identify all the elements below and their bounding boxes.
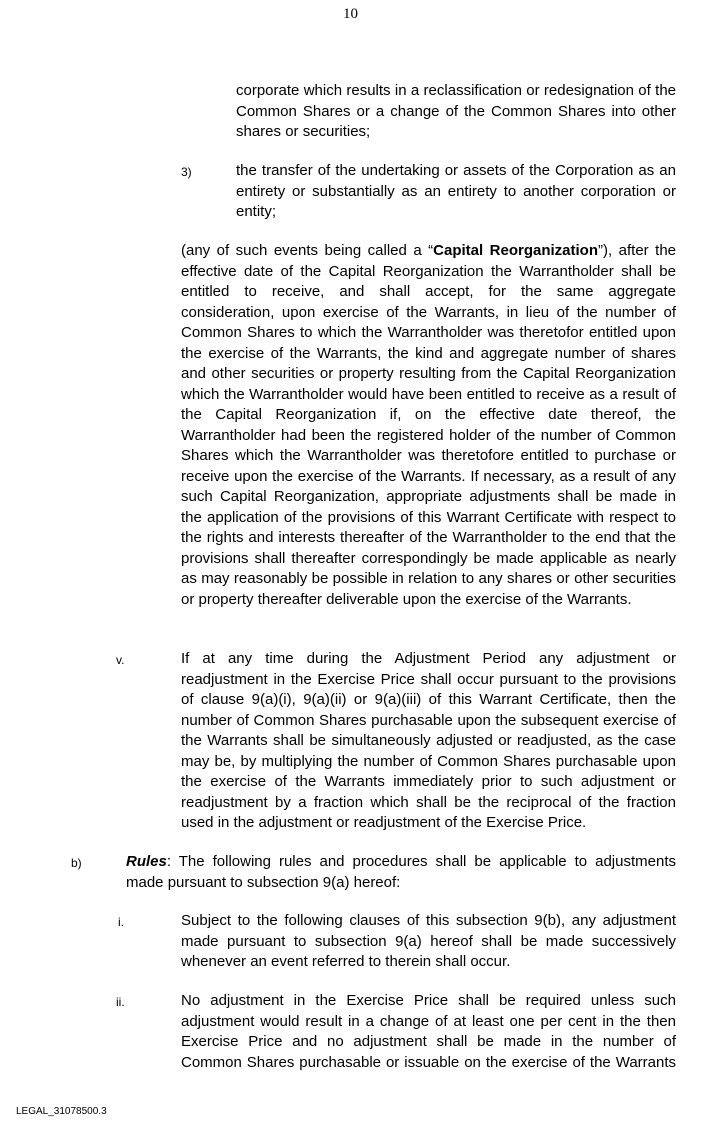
item-3-text: the transfer of the undertaking or assets of the Corporation as an entirety or substantially as an entirety to another corporation or entity; — [236, 162, 676, 220]
list-marker-i: i. — [118, 915, 124, 929]
item-i-text: Subject to the following clauses of this subsection 9(b), any adjustment made pursuant to subsection 9(a) hereof shall be made successively whenever an event referred to therein shall occur. — [181, 912, 676, 970]
page-number: 10 — [343, 6, 358, 22]
rules-text: : The following rules and procedures shall be applicable to adjustments made pursuant to subsection 9(a) hereof: — [126, 853, 676, 891]
capital-reorganization-paragraph — [181, 241, 676, 610]
document-footer-code: LEGAL_31078500.3 — [16, 1106, 107, 1117]
capital-reorganization-lead: (any of such events being called a “ — [181, 242, 434, 259]
list-marker-v: v. — [116, 653, 125, 667]
list-marker-3: 3) — [181, 165, 192, 179]
defined-term-capital-reorganization: Capital Reorganization — [433, 242, 599, 259]
capital-reorganization-body: ”), after the effective date of the Capital Reorganization the Warrantholder shall be entitled to receive, and shall accept, for the same aggregate consideration, upon exercise of the Warrants, in lieu of the number of Common Shares to which the Warrantholder was theretofor entitled upon the exercise of the Warrants, the kind and aggregate number of shares and other securities or property resulting from the Capital Reorganization which the Warrantholder would have been entitled to receive as a result of the Capital Reorganization if, on the effective date thereof, the Warrantholder had been the registered holder of the number of Common Shares which the Warrantholder was theretofore entitled to purchase or receive upon the exercise of the Warrants. If necessary, as a result of any such Capital Reorganization, appropriate adjustments shall be made in the application of the provisions of this Warrant Certificate with respect to the rights and interests thereafter of the Warrantholder to the end that the provisions shall thereafter correspondingly be made applicable as nearly as may reasonably be possible in relation to any shares or other securities or property thereafter deliverable upon the exercise of the Warrants. — [181, 242, 676, 608]
continuation-paragraph: corporate which results in a reclassification or redesignation of the Common Shares or a change of the Common Shares into other shares or securities; — [236, 82, 676, 140]
rules-paragraph — [126, 852, 676, 893]
item-ii-text: No adjustment in the Exercise Price shall be required unless such adjustment would result in a change of at least one per cent in the then Exercise Price and no adjustment shall be made in the number of Common Shares purchasable or issuable on the exercise of the Warrants — [181, 992, 676, 1071]
rules-heading: Rules — [126, 853, 167, 870]
item-v-text: If at any time during the Adjustment Period any adjustment or readjustment in the Exercise Price shall occur pursuant to the provisions of clause 9(a)(i), 9(a)(ii) or 9(a)(iii) of this Warrant Certificate, then the number of Common Shares purchasable upon the subsequent exercise of the Warrants shall be simultaneously adjusted or readjusted, as the case may be, by multiplying the number of Common Shares purchasable upon the exercise of the Warrants immediately prior to such adjustment or readjustment by a fraction which shall be the reciprocal of the fraction used in the adjustment or readjustment of the Exercise Price. — [181, 650, 676, 831]
list-marker-b: b) — [71, 856, 82, 870]
list-marker-ii: ii. — [116, 995, 125, 1009]
